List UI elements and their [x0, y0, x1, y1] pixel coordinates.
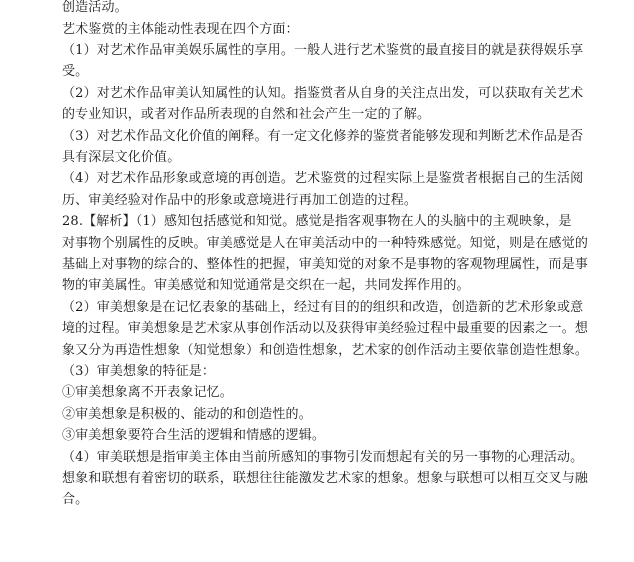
text-line: ③审美想象要符合生活的逻辑和情感的逻辑。	[62, 428, 326, 443]
text-line: 基础上对事物的综合的、整体性的把握，审美知觉的对象不是事物的客观物理属性，而是事	[62, 257, 589, 272]
text-line: 的专业知识，或者对作品所表现的自然和社会产生一定的了解。	[62, 107, 431, 122]
text-line: （4）对艺术作品形象或意境的再创造。艺术鉴赏的过程实际上是鉴赏者根据自己的生活阅	[62, 171, 584, 186]
text-line: ②审美想象是积极的、能动的和创造性的。	[62, 407, 312, 422]
text-line: 境的过程。审美想象是艺术家从事创作活动以及获得审美经验过程中最重要的因素之一。想	[62, 321, 589, 336]
text-line: 具有深层文化价值。	[62, 150, 181, 165]
text-line: 想象和联想有着密切的联系，联想往往能激发艺术家的想象。想象与联想可以相互交叉与融	[62, 471, 589, 486]
text-line: 对事物个别属性的反映。审美感觉是人在审美活动中的一种特殊感觉。知觉，则是在感觉的	[62, 236, 589, 251]
text-line: 合。	[62, 492, 89, 507]
text-line: （2）审美想象是在记忆表象的基础上，经过有目的的组织和改造，创造新的艺术形象或意	[62, 300, 584, 315]
text-line: 物的审美属性。审美感觉和知觉通常是交织在一起，共同发挥作用的。	[62, 278, 470, 293]
text-line: 创造活动。	[62, 0, 128, 15]
text-line: 受。	[62, 64, 89, 79]
text-line: （2）对艺术作品审美认知属性的认知。指鉴赏者从自身的关注点出发，可以获取有关艺术	[62, 86, 584, 101]
text-line: （1）对艺术作品审美娱乐属性的享用。一般人进行艺术鉴赏的最直接目的就是获得娱乐享	[62, 43, 584, 58]
text-line: 历、审美经验对作品中的形象或意境进行再加工创造的过程。	[62, 193, 418, 208]
text-line: （3）审美想象的特征是：	[62, 364, 216, 379]
text-line: 28.【解析】（1）感知包括感觉和知觉。感觉是指客观事物在人的头脑中的主观映象，是	[62, 214, 572, 229]
text-line: 象又分为再造性想象（知觉想象）和创造性想象，艺术家的创作活动主要依靠创造性想象。	[62, 343, 589, 358]
text-line: （4）审美联想是指审美主体由当前所感知的事物引发而想起有关的另一事物的心理活动。	[62, 450, 584, 465]
text-line: 艺术鉴赏的主体能动性表现在四个方面：	[62, 22, 299, 37]
text-line: ①审美想象离不开表象记忆。	[62, 385, 233, 400]
text-line: （3）对艺术作品文化价值的阐释。有一定文化修养的鉴赏者能够发现和判断艺术作品是否	[62, 129, 584, 144]
